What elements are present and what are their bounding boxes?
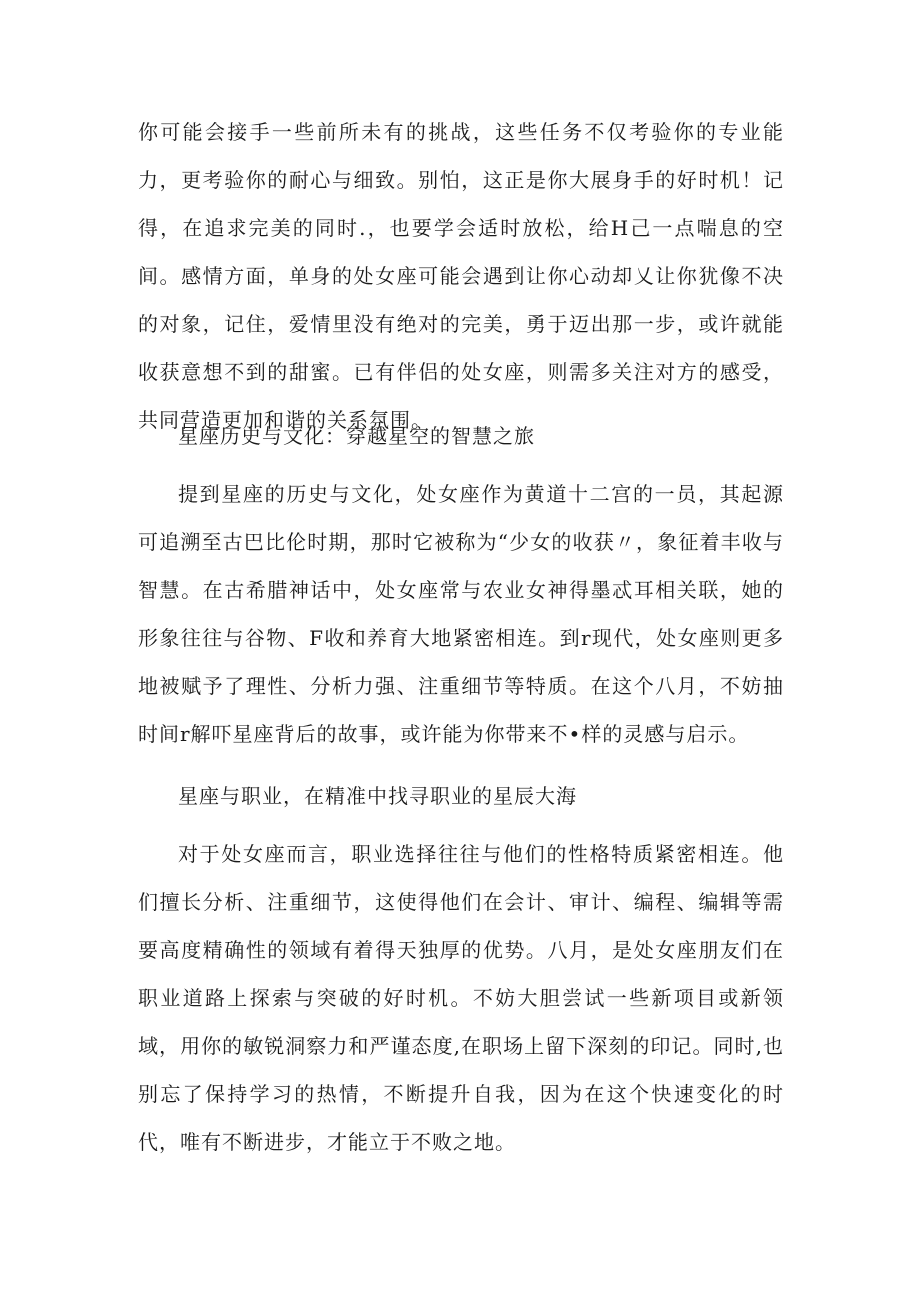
paragraph-horoscope-advice: 你可能会接手一些前所未有的挑战，这些任务不仅考验你的专业能力，更考验你的耐心与细致。别怕，这正是你大展身手的好时机！记得，在追求完美的同时.，也要学会适时放松，给H己一点喘息的空间。感情方面，单身的处女座可能会遇到让你心动却乂让你犹像不决的对象，记住，爱情里没有绝对的完美，勇于迈出那一步，或许就能收获意想不到的甜蜜。已有伴侣的处女座，则需多关注对方的感受，共同营造更加和谐的关系氛围。	[138, 120, 784, 432]
section-heading-history-culture: 星座历史与文化：穿越星空的智慧之旅	[178, 424, 535, 448]
paragraph-career: 对于处女座而言，职业选择往往与他们的性格特质紧密相连。他们擅长分析、注重细节，这使得他们在会计、审计、编程、编辑等需要高度精确性的领域有着得天独厚的优势。八月，是处女座朋友们在职业道路上探索与突破的好时机。不妨大胆尝试一些新项目或新领域，用你的敏锐洞察力和严谨态度,在职场上留下深刻的印记。同时,也别忘了保持学习的热情，不断提升自我，因为在这个快速变化的时代，唯有不断进步，才能立于不败之地。	[138, 842, 784, 1154]
section-heading-career: 星座与职业，在精准中找寻职业的星辰大海	[178, 784, 577, 808]
paragraph-history-culture: 提到星座的历史与文化，处女座作为黄道十二宫的一员，其起源可追溯至古巴比伦时期，那时它被称为“少女的收获〃，象征着丰收与智慧。在古希腊神话中，处女座常与农业女神得墨忒耳相关联，她的形象往往与谷物、F收和养育大地紧密相连。到r现代，处女座则更多地被赋予了理性、分析力强、注重细节等特质。在这个八月，不妨抽时间r解吓星座背后的故事，或许能为你带来不•样的灵感与启示。	[138, 482, 784, 746]
